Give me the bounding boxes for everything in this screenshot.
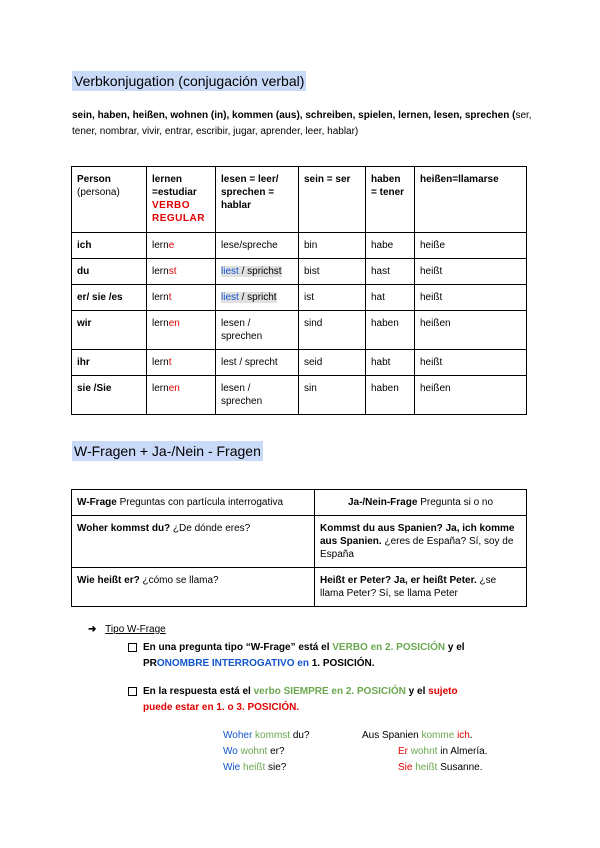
header-w-frage: W-Frage bbox=[77, 497, 117, 508]
verb-ending: e bbox=[168, 240, 175, 251]
haben-cell: habe bbox=[366, 233, 415, 259]
person-cell: sie /Sie bbox=[72, 376, 147, 415]
table-row: Woher kommst du? ¿De dónde eres? Kommst du aus Spanien? Ja, ich komme aus Spanien. ¿eres de España? Sí, soy de España bbox=[72, 516, 527, 568]
lernen-cell: lernen bbox=[147, 311, 216, 350]
example-w-frage: Woher kommst du? bbox=[77, 523, 171, 534]
haben-cell: hast bbox=[366, 259, 415, 285]
checkbox-square-icon bbox=[128, 643, 137, 652]
bullet-item: En la respuesta está el verbo SIEMPRE en 2. POSICIÓN y el sujeto puede estar en 1. o 3. POSICIÓN. bbox=[128, 684, 508, 716]
person-cell: ihr bbox=[72, 350, 147, 376]
lesen-cell: lese/spreche bbox=[216, 233, 299, 259]
example-answer: Sie heißt Susanne. bbox=[398, 762, 483, 773]
arrow-item bbox=[88, 624, 166, 635]
sein-cell: ist bbox=[299, 285, 366, 311]
example-answer: Aus Spanien komme ich. bbox=[362, 730, 473, 741]
haben-cell: haben bbox=[366, 311, 415, 350]
example-question: Wo wohnt er? bbox=[223, 746, 285, 757]
header-haben: haben = tener bbox=[371, 174, 405, 198]
haben-cell: haben bbox=[366, 376, 415, 415]
table-header-row: W-Frage Preguntas con partícula interrogativa Ja-/Nein-Frage Pregunta si o no bbox=[72, 490, 527, 516]
irregular-form: liest bbox=[221, 266, 239, 277]
sein-cell: sin bbox=[299, 376, 366, 415]
example-question: Wie heißt sie? bbox=[223, 762, 287, 773]
person-cell: ich bbox=[72, 233, 147, 259]
verb-ending: t bbox=[168, 357, 172, 368]
example-ja-nein-frage: Heißt er Peter? Ja, er heißt Peter. bbox=[320, 575, 477, 586]
lernen-cell: lernst bbox=[147, 259, 216, 285]
table-header-row bbox=[72, 167, 527, 233]
verb-list-german: sein, haben, heißen, wohnen (in), kommen (aus), schreiben, spielen, lernen, lesen, sprechen ( bbox=[72, 110, 516, 121]
verb-ending: t bbox=[168, 292, 172, 303]
haben-cell: habt bbox=[366, 350, 415, 376]
lernen-cell: lerne bbox=[147, 233, 216, 259]
lernen-cell: lernt bbox=[147, 285, 216, 311]
heissen-cell: heißen bbox=[415, 311, 527, 350]
header-lernen: lernen =estudiar bbox=[152, 174, 197, 198]
heissen-cell: heißen bbox=[415, 376, 527, 415]
header-heissen: heißen=llamarse bbox=[420, 174, 499, 185]
header-sein: sein = ser bbox=[304, 174, 351, 185]
header-ja-nein-frage: Ja-/Nein-Frage bbox=[347, 497, 418, 508]
table-row bbox=[72, 259, 527, 285]
examples-left bbox=[223, 728, 310, 776]
arrow-item-label: Tipo W-Frage bbox=[105, 624, 166, 635]
haben-cell: hat bbox=[366, 285, 415, 311]
example-answer: Er wohnt in Almería. bbox=[398, 746, 488, 757]
verb-ending: st bbox=[168, 266, 177, 277]
example-ja-nein-frage: Kommst du aus Spanien? Ja, ich komme aus Spanien. bbox=[320, 523, 515, 547]
example-question: Woher kommst du? bbox=[223, 730, 310, 741]
conjugation-table bbox=[71, 166, 527, 415]
sein-cell: bin bbox=[299, 233, 366, 259]
lesen-cell: lest / sprecht bbox=[216, 350, 299, 376]
arrow-right-icon: ➜ bbox=[88, 624, 97, 635]
lesen-cell: liest / spricht bbox=[216, 285, 299, 311]
checkbox-square-icon bbox=[128, 687, 137, 696]
heissen-cell: heiße bbox=[415, 233, 527, 259]
verb-list bbox=[72, 108, 532, 140]
lesen-cell: lesen / sprechen bbox=[216, 376, 299, 415]
section-title-w-fragen: W-Fragen + Ja-/Nein - Fragen bbox=[74, 443, 261, 459]
question-types-table bbox=[71, 489, 527, 607]
table-row bbox=[72, 350, 527, 376]
heissen-cell: heißt bbox=[415, 259, 527, 285]
heissen-cell: heißt bbox=[415, 285, 527, 311]
header-person: Person bbox=[77, 174, 111, 185]
table-row bbox=[72, 285, 527, 311]
header-lesen: lesen = leer/ sprechen = hablar bbox=[221, 174, 279, 211]
lesen-cell: liest / sprichst bbox=[216, 259, 299, 285]
section-title-verbkonjugation: Verbkonjugation (conjugación verbal) bbox=[74, 73, 305, 89]
person-cell: du bbox=[72, 259, 147, 285]
table-row: Wie heißt er? ¿cómo se llama? Heißt er Peter? Ja, er heißt Peter. ¿se llama Peter? Sí, se llama Peter bbox=[72, 568, 527, 607]
verb-list-spanish: ser, tener, nombrar, vivir, entrar, escribir, jugar, aprender, leer, hablar) bbox=[72, 110, 532, 137]
header-person-es: (persona) bbox=[77, 187, 120, 198]
person-cell: wir bbox=[72, 311, 147, 350]
example-w-frage: Wie heißt er? bbox=[77, 575, 140, 586]
table-row bbox=[72, 376, 527, 415]
bullet-item: En una pregunta tipo “W-Frage” está el VERBO en 2. POSICIÓN y el PRONOMBRE INTERROGATIVO en 1. POSICIÓN. bbox=[128, 640, 508, 672]
sein-cell: seid bbox=[299, 350, 366, 376]
header-verbo-regular: VERBO REGULAR bbox=[152, 200, 205, 224]
verb-ending: en bbox=[168, 318, 180, 329]
sein-cell: sind bbox=[299, 311, 366, 350]
lesen-cell: lesen / sprechen bbox=[216, 311, 299, 350]
verb-ending: en bbox=[168, 383, 180, 394]
lernen-cell: lernt bbox=[147, 350, 216, 376]
table-row bbox=[72, 311, 527, 350]
heissen-cell: heißt bbox=[415, 350, 527, 376]
sein-cell: bist bbox=[299, 259, 366, 285]
table-row bbox=[72, 233, 527, 259]
irregular-form: liest bbox=[221, 292, 239, 303]
lernen-cell: lernen bbox=[147, 376, 216, 415]
person-cell: er/ sie /es bbox=[72, 285, 147, 311]
